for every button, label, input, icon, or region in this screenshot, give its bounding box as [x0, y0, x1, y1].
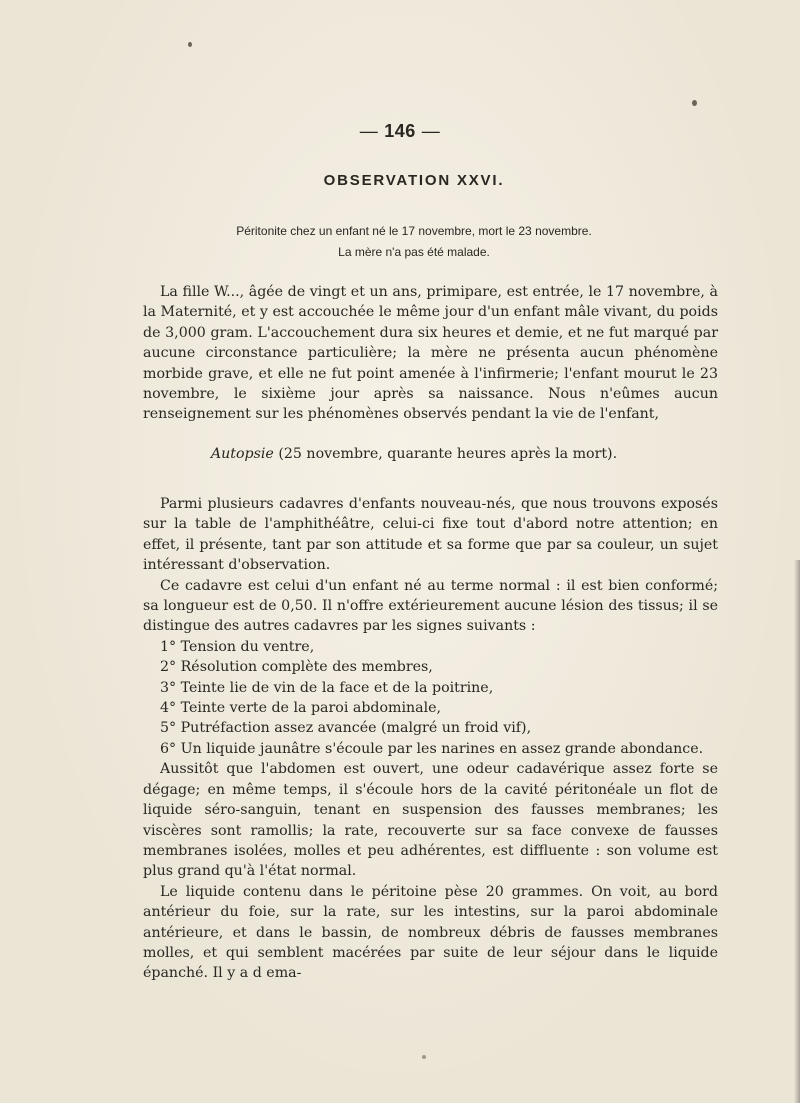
case-history-paragraph	[143, 282, 718, 425]
autopsy-label: Autopsie	[210, 446, 274, 462]
paragraph-text: Aussitôt que l'abdomen est ouvert, une odeur cadavérique assez forte se dégage; en même temps, il s'écoule hors de la cavité péritonéale un flot de liquide séro-sanguin, tenant en suspension des fausses membranes; les viscères sont ramollis; la rate, recouverte sur sa face convexe de fausses membranes isolées, molles et peu adhérentes, est diffluente : son volume est plus grand qu'à l'état normal.	[143, 761, 718, 880]
paragraph-text: Parmi plusieurs cadavres d'enfants nouveau-nés, que nous trouvons exposés sur la table de l'amphithéâtre, celui-ci fixe tout d'abord notre attention; en effet, il présente, tant par son attitude et sa forme que par sa couleur, un sujet intéressant d'observation.	[143, 496, 718, 574]
ink-speck	[188, 42, 192, 47]
sign-list-item: 1° Tension du ventre,	[160, 638, 315, 655]
autopsy-heading	[0, 446, 800, 462]
paragraph-text: La fille W..., âgée de vingt et un ans, primipare, est entrée, le 17 novembre, à la Maternité, et y est accouchée le même jour d'un enfant mâle vivant, du poids de 3,000 gram. L'accouchement dura six heures et demie, et ne fut marqué par aucune circonstance particulière; la mère ne présenta aucun phénomène morbide grave, et elle ne fut point amenée à l'infirmerie; l'enfant mourut le 23 novembre, le sixième jour après sa naissance. Nous n'eûmes aucun renseignement sur les phénomènes observés pendant la vie de l'enfant,	[143, 284, 718, 423]
paragraph-text: Ce cadavre est celui d'un enfant né au terme normal : il est bien conformé; sa longueur est de 0,50. Il n'offre extérieurement aucune lésion des tissus; il se distingue des autres cadavres par les signes suivants :	[143, 577, 718, 635]
page-header	[0, 121, 800, 142]
sign-list-item: 4° Teinte verte de la paroi abdominale,	[160, 700, 442, 717]
header-dash-left: —	[359, 121, 379, 141]
sign-list-item: 5° Putréfaction assez avancée (malgré un froid vif),	[160, 720, 532, 737]
paragraph-text: Le liquide contenu dans le péritoine pèse 20 grammes. On voit, au bord antérieur du foie, sur la rate, sur les intestins, sur la paroi abdominale antérieure, et dans le bassin, de nombreux débris de fausses membranes molles, et qui semblent macérées par suite de leur séjour dans le liquide épanché. Il y a d ema-	[143, 883, 718, 982]
observation-title: OBSERVATION XXVI.	[323, 172, 505, 189]
autopsy-body	[143, 494, 718, 984]
ink-speck	[692, 100, 697, 106]
autopsy-date: (25 novembre, quarante heures après la mort).	[273, 446, 618, 462]
sign-list-item: 6° Un liquide jaunâtre s'écoule par les narines en assez grande abondance.	[160, 740, 704, 757]
summary-line-2: La mère n'a pas été malade.	[338, 245, 490, 259]
summary-line-1: Péritonite chez un enfant né le 17 novembre, mort le 23 novembre.	[236, 224, 592, 238]
sign-list-item: 2° Résolution complète des membres,	[160, 659, 433, 676]
sign-list-item: 3° Teinte lie de vin de la face et de la poitrine,	[160, 679, 494, 696]
page-number: 146	[384, 121, 416, 141]
ink-speck	[422, 1055, 426, 1059]
page-edge-shadow	[794, 560, 800, 1103]
header-dash-right: —	[421, 121, 441, 141]
